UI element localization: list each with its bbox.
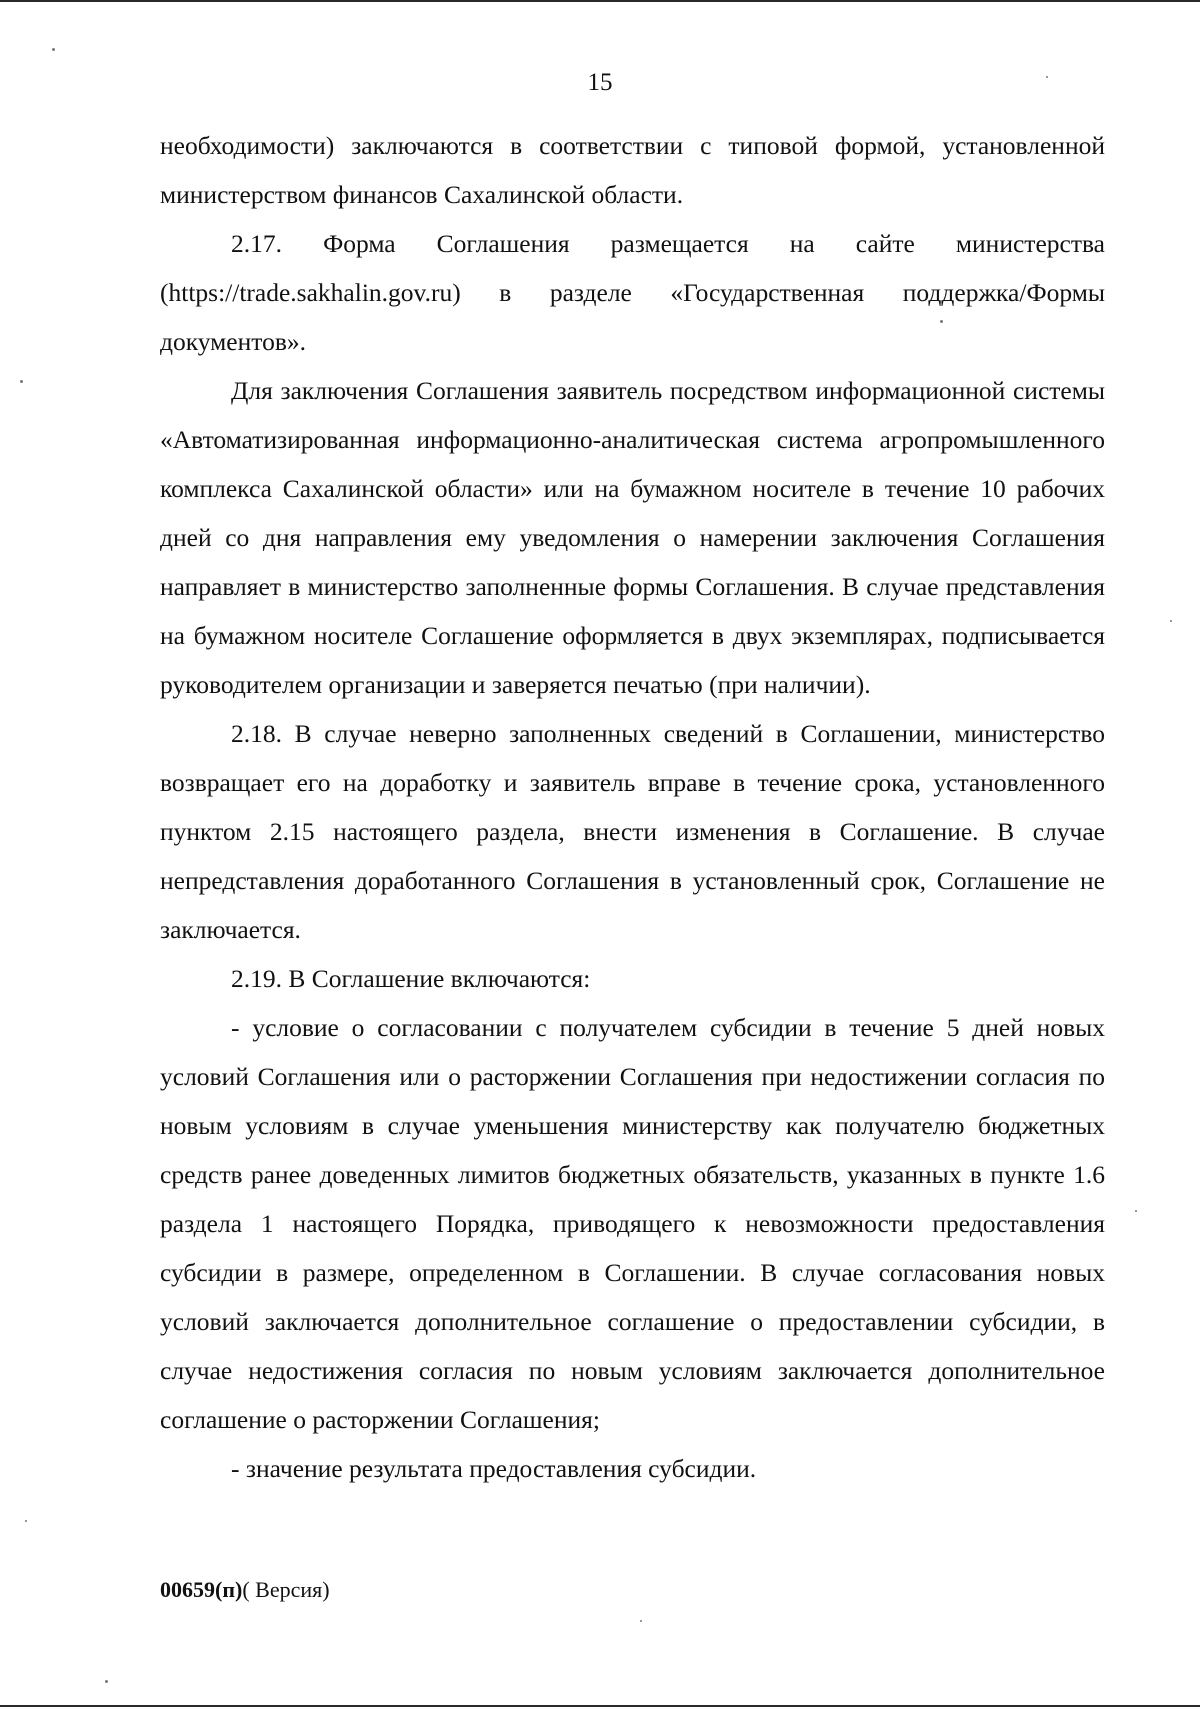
scan-speck [640, 1620, 642, 1622]
list-item-result-value: - значение результата предоставления субсидии. [231, 1454, 757, 1483]
document-body [160, 121, 1105, 1493]
scan-speck [1135, 1210, 1137, 1212]
top-scan-border [0, 0, 1200, 2]
paragraph-2-18: 2.18. В случае неверно заполненных сведений в Соглашении, министерство возвращает его на доработку и заявитель вправе в течение срока, установленного пунктом 2.15 настоящего раздела, внести изменения в Соглашение. В случае непредставления доработанного Соглашения в установленный срок, Соглашение не заключается. [160, 719, 1105, 944]
paragraph-2-17: 2.17. Форма Соглашения размещается на сайте министерства (https://trade.sakhalin.gov.ru) в разделе «Государственная поддержка/Формы документов». [160, 229, 1105, 356]
scan-speck [105, 1680, 108, 1683]
paragraph-agreement-procedure: Для заключения Соглашения заявитель посредством информационной системы «Автоматизированная информационно-аналитическая система агропромышленного комплекса Сахалинской области» или на бумажном носителе в течение 10 рабочих дней со дня направления ему уведомления о намерении заключения Соглашения направляет в министерство заполненные формы Соглашения. В случае представления на бумажном носителе Соглашение оформляется в двух экземплярах, подписывается руководителем организации и заверяется печатью (при наличии). [160, 376, 1105, 699]
list-item-condition: - условие о согласовании с получателем субсидии в течение 5 дней новых условий Соглашения или о расторжении Соглашения при недостижении согласия по новым условиям в случае уменьшения министерству как получателю бюджетных средств ранее доведенных лимитов бюджетных обязательств, указанных в пункте 1.6 раздела 1 настоящего Порядка, приводящего к невозможности предоставления субсидии в размере, определенном в Соглашении. В случае согласования новых условий заключается дополнительное соглашение о предоставлении субсидии, в случае недостижения согласия по новым условиям заключается дополнительное соглашение о расторжении Соглашения; [160, 1013, 1105, 1434]
paragraph-continuation: необходимости) заключаются в соответствии с типовой формой, установленной министерством финансов Сахалинской области. [160, 131, 1105, 209]
bottom-scan-border [0, 1705, 1200, 1707]
scan-speck [1170, 620, 1172, 622]
paragraph-2-19: 2.19. В Соглашение включаются: [231, 964, 591, 993]
scan-speck [20, 380, 23, 383]
scan-speck [25, 1520, 27, 1522]
footer-code: 00659(п) [160, 1577, 243, 1602]
footer-version: ( Версия) [242, 1577, 330, 1602]
scan-speck [52, 48, 55, 51]
scan-speck [940, 320, 943, 323]
page-number: 15 [587, 69, 613, 96]
scan-speck [1046, 76, 1048, 78]
footer-document-code [160, 1576, 330, 1604]
